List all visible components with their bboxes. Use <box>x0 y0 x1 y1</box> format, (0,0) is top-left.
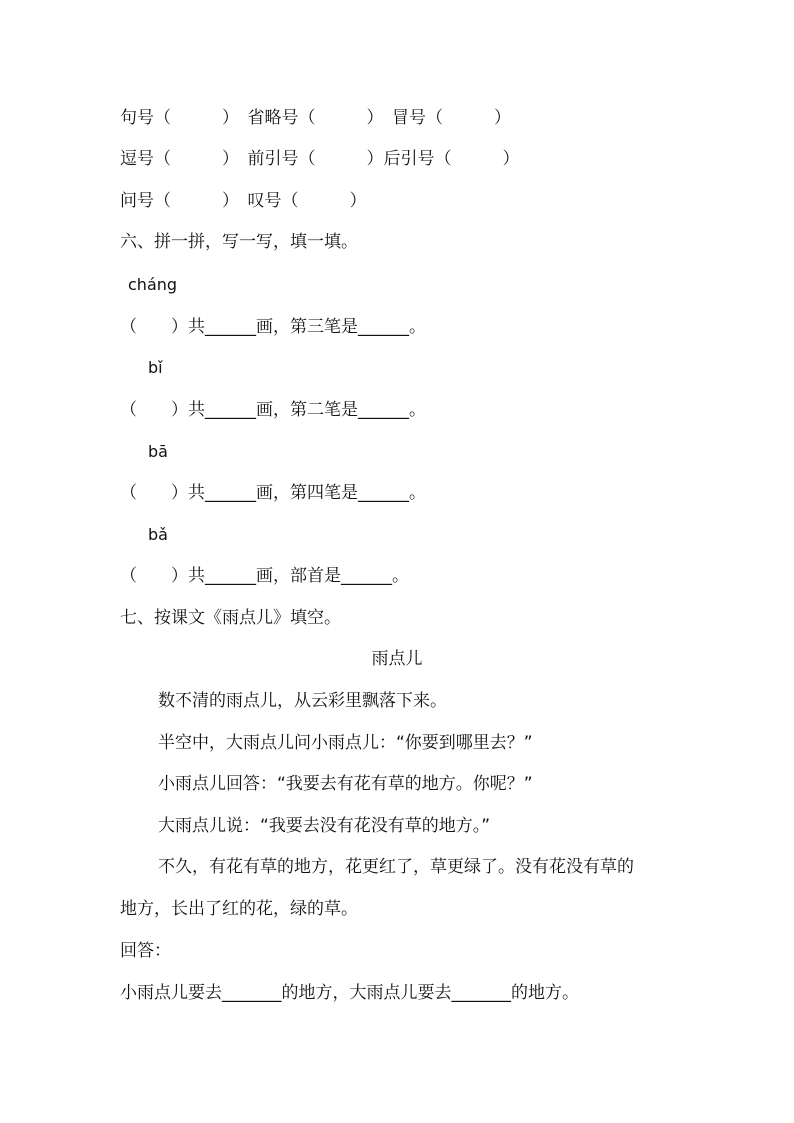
poem-paragraph-5: 不久，有花有草的地方，花更红了，草更绿了。没有花没有草的 <box>158 857 634 877</box>
question-ba1: （ ）共______画，第四笔是______。 <box>120 483 426 503</box>
pinyin-chang: cháng <box>128 275 178 294</box>
pinyin-ba1: bā <box>148 442 168 461</box>
pinyin-ba3: bǎ <box>148 525 168 544</box>
answer-line: 小雨点儿要去_______的地方，大雨点儿要去_______的地方。 <box>120 983 579 1003</box>
question-bi: （ ）共______画，第二笔是______。 <box>120 400 426 420</box>
section-six-heading: 六、拼一拼，写一写，填一填。 <box>120 232 358 252</box>
punctuation-row-1: 句号（ ） 省略号（ ） 冒号（ ） <box>120 108 511 128</box>
answer-label: 回答： <box>120 941 171 961</box>
question-ba3: （ ）共______画，部首是______。 <box>120 566 409 586</box>
punctuation-row-2: 逗号（ ） 前引号（ ）后引号（ ） <box>120 149 520 169</box>
question-chang: （ ）共______画，第三笔是______。 <box>120 317 426 337</box>
poem-paragraph-6: 地方，长出了红的花，绿的草。 <box>120 899 358 919</box>
pinyin-bi: bǐ <box>148 358 163 377</box>
section-seven-heading: 七、按课文《雨点儿》填空。 <box>120 608 341 628</box>
poem-paragraph-1: 数不清的雨点儿，从云彩里飘落下来。 <box>158 691 447 711</box>
poem-paragraph-3: 小雨点儿回答：“我要去有花有草的地方。你呢？” <box>158 774 533 794</box>
poem-paragraph-4: 大雨点儿说：“我要去没有花没有草的地方。” <box>158 816 491 836</box>
punctuation-row-3: 问号（ ） 叹号（ ） <box>120 191 367 211</box>
poem-paragraph-2: 半空中，大雨点儿问小雨点儿：“你要到哪里去？” <box>158 733 533 753</box>
poem-title: 雨点儿 <box>371 649 423 669</box>
